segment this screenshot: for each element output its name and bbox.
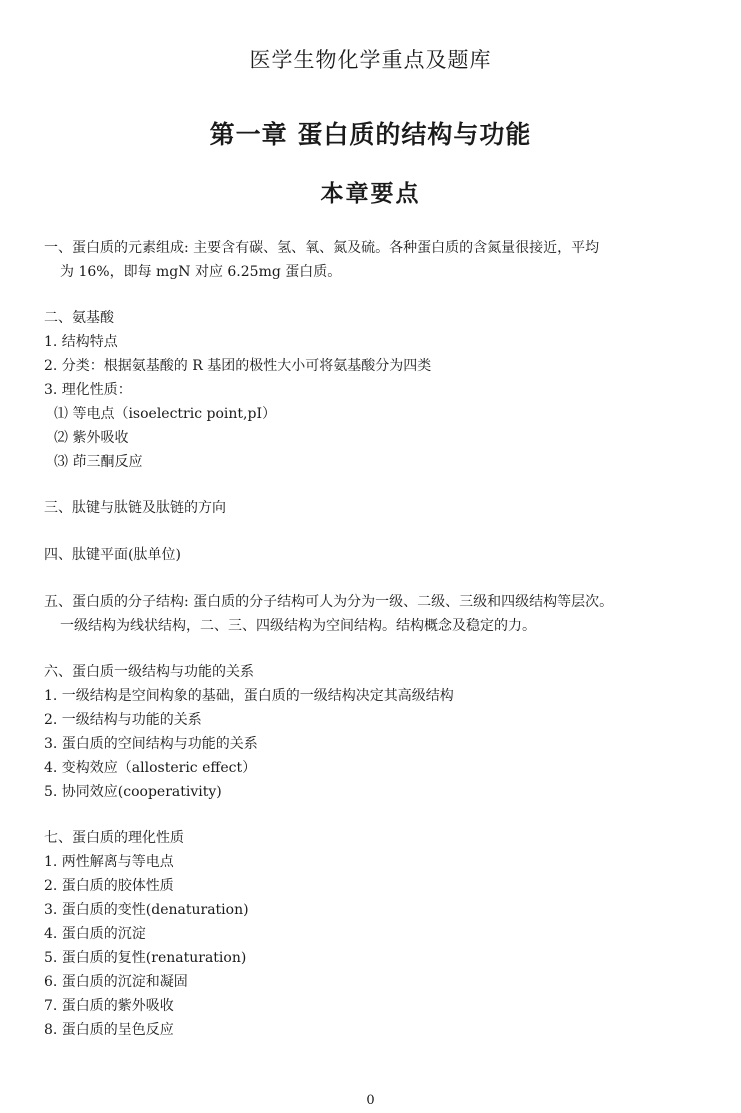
section-heading-line: 六、蛋白质一级结构与功能的关系 — [44, 664, 254, 680]
list-item: 3. 蛋白质的空间结构与功能的关系 — [44, 736, 258, 752]
section-peptide-bond — [44, 496, 694, 520]
list-item: 2. 一级结构与功能的关系 — [44, 712, 202, 728]
sub-list-item: ⑵ 紫外吸收 — [54, 430, 129, 446]
list-item: 1. 两性解离与等电点 — [44, 854, 174, 870]
list-item: 1. 一级结构是空间构象的基础，蛋白质的一级结构决定其高级结构 — [44, 688, 454, 704]
list-item: 2. 分类：根据氨基酸的 R 基团的极性大小可将氨基酸分为四类 — [44, 358, 432, 374]
list-item: 5. 蛋白质的复性(renaturation) — [44, 950, 247, 966]
list-item: 3. 蛋白质的变性(denaturation) — [44, 902, 249, 918]
section-molecular-structure — [44, 590, 694, 638]
list-item: 2. 蛋白质的胶体性质 — [44, 878, 174, 894]
continuation-line: 为 16%，即每 mgN 对应 6.25mg 蛋白质。 — [60, 264, 342, 280]
list-item: 1. 结构特点 — [44, 334, 118, 350]
continuation-line: 一级结构为线状结构，二、三、四级结构为空间结构。结构概念及稳定的力。 — [60, 618, 536, 634]
section-heading-line: 一、蛋白质的元素组成: 主要含有碳、氢、氧、氮及硫。各种蛋白质的含氮量很接近，平均 — [44, 240, 600, 256]
section-heading-line: 五、蛋白质的分子结构: 蛋白质的分子结构可人为分为一级、二级、三级和四级结构等层次。 — [44, 594, 614, 610]
document-title: 医学生物化学重点及题库 — [249, 48, 492, 72]
list-item: 4. 变构效应（allosteric effect） — [44, 760, 257, 776]
list-item: 3. 理化性质： — [44, 382, 132, 398]
section-structure-function — [44, 660, 694, 804]
list-item: 6. 蛋白质的沉淀和凝固 — [44, 974, 188, 990]
section-heading: 本章要点 — [320, 180, 421, 207]
chapter-title: 第一章 蛋白质的结构与功能 — [209, 120, 532, 149]
section-heading-line: 四、肽键平面(肽单位) — [44, 547, 181, 563]
sub-list-item: ⑶ 茚三酮反应 — [54, 454, 143, 470]
section-amino-acids — [44, 306, 694, 474]
page-number: 0 — [366, 1093, 375, 1108]
section-heading-line: 七、蛋白质的理化性质 — [44, 830, 184, 846]
section-heading-line: 三、肽键与肽链及肽链的方向 — [44, 500, 226, 516]
section-physicochemical-properties — [44, 826, 694, 1042]
section-peptide-plane — [44, 543, 694, 567]
section-element-composition — [44, 236, 694, 284]
sub-list-item: ⑴ 等电点（isoelectric point,pI） — [54, 406, 276, 422]
list-item: 5. 协同效应(cooperativity) — [44, 784, 222, 800]
list-item: 7. 蛋白质的紫外吸收 — [44, 998, 174, 1014]
section-heading-line: 二、氨基酸 — [44, 310, 114, 326]
list-item: 8. 蛋白质的呈色反应 — [44, 1022, 174, 1038]
chapter-key-points — [44, 236, 694, 1042]
list-item: 4. 蛋白质的沉淀 — [44, 926, 146, 942]
